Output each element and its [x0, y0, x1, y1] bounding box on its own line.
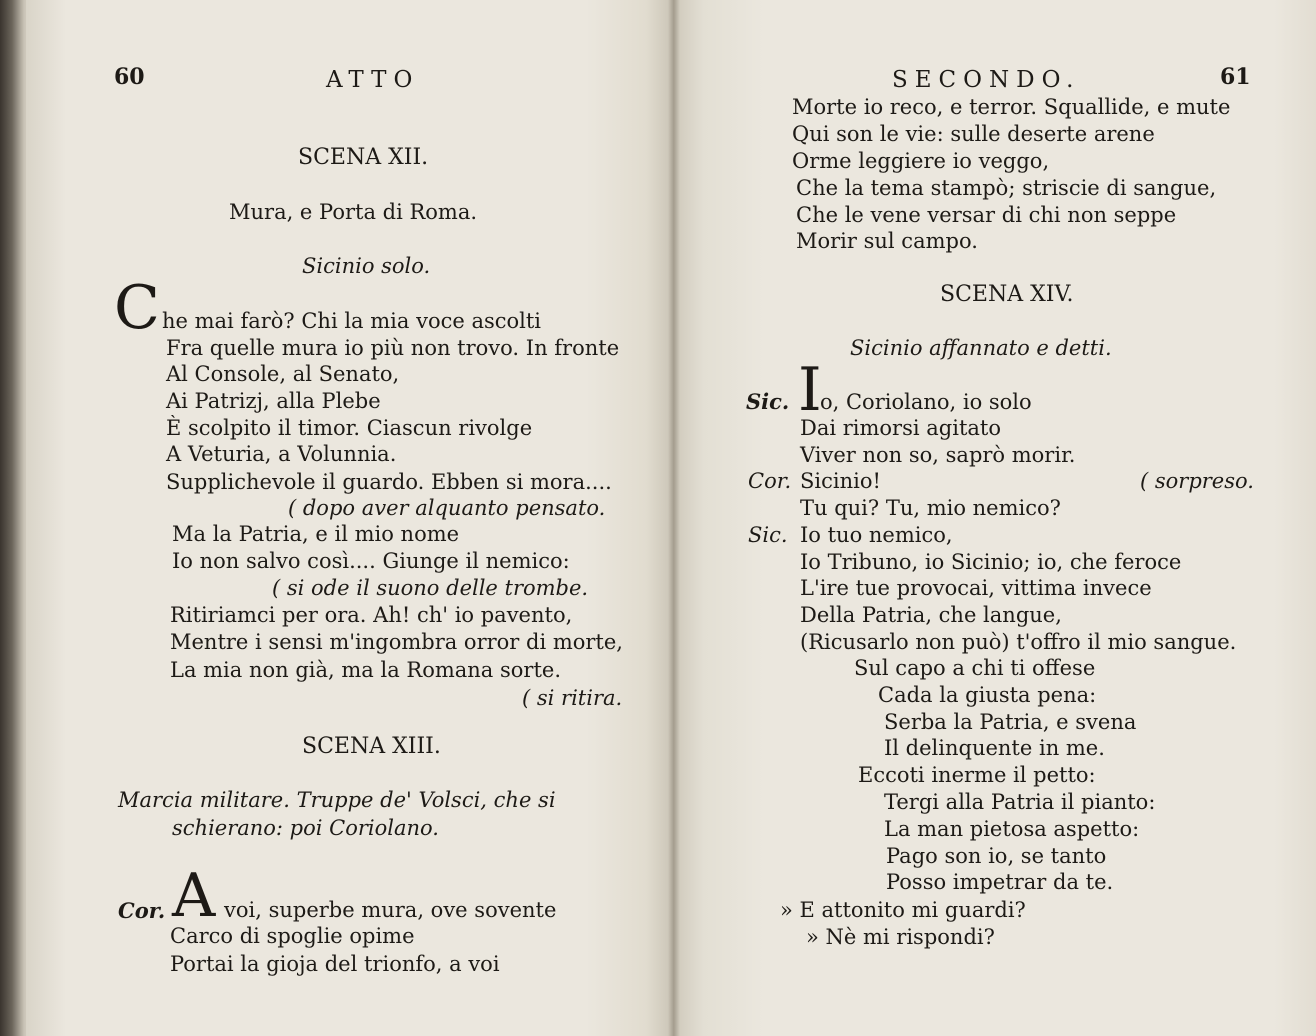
verse-line: Carco di spoglie opime: [170, 924, 415, 948]
verse-line: Io non salvo così.... Giunge il nemico:: [172, 549, 570, 573]
verse-line: Il delinquente in me.: [884, 736, 1105, 760]
speaker-sic: Sic.: [748, 523, 788, 547]
verse-line: Qui son le vie: sulle deserte arene: [792, 122, 1155, 146]
stage-direction: ( si ritira.: [522, 686, 623, 710]
verse-line: (Ricusarlo non può) t'offro il mio sangue.: [800, 630, 1237, 654]
verse-line: È scolpito il timor. Ciascun rivolge: [166, 416, 533, 440]
verse-line: Tu qui? Tu, mio nemico?: [800, 496, 1061, 520]
verse-line: Cada la giusta pena:: [878, 683, 1097, 707]
verse-line: Ai Patrizj, alla Plebe: [166, 389, 381, 413]
verse-line: Ma la Patria, e il mio nome: [172, 522, 460, 546]
verse-line: Che la tema stampò; striscie di sangue,: [796, 176, 1217, 200]
verse-line: A Veturia, a Volunnia.: [166, 442, 397, 466]
verse-line: Posso impetrar da te.: [886, 870, 1114, 894]
scene-xiii-title: SCENA XIII.: [302, 734, 441, 759]
scene-xiii-direction: Marcia militare. Truppe de' Volsci, che si: [118, 788, 556, 812]
verse-line: Dai rimorsi agitato: [800, 416, 1001, 440]
verse-line: Ritiriamci per ora. Ah! ch' io pavento,: [170, 603, 573, 627]
drop-cap-a: A: [172, 861, 216, 931]
drop-cap-c: C: [114, 273, 160, 343]
speaker-cor: Cor.: [118, 898, 166, 923]
left-page: [26, 0, 674, 1036]
drop-cap-i: I: [798, 355, 822, 425]
verse-line: Viver non so, saprò morir.: [800, 443, 1076, 467]
verse-line: La mia non già, ma la Romana sorte.: [170, 658, 561, 682]
verse-line: o, Coriolano, io solo: [820, 390, 1032, 414]
scene-xiv-characters: Sicinio affannato e detti.: [850, 336, 1112, 360]
verse-line: Eccoti inerme il petto:: [858, 763, 1096, 787]
scene-xiv-title: SCENA XIV.: [940, 282, 1074, 307]
speaker-sic: Sic.: [746, 389, 790, 414]
stage-direction: ( si ode il suono delle trombe.: [272, 576, 589, 600]
running-head-left: ATTO: [326, 67, 420, 93]
verse-line: Sicinio!: [800, 469, 881, 493]
book-gutter: [668, 0, 680, 1036]
verse-line: Serba la Patria, e svena: [884, 710, 1137, 734]
verse-line: Fra quelle mura io più non trovo. In fronte: [166, 336, 620, 360]
stage-direction: ( dopo aver alquanto pensato.: [288, 496, 606, 520]
page-number-left: 60: [114, 64, 145, 90]
scene-xiii-direction: schierano: poi Coriolano.: [172, 816, 439, 840]
running-head-right: SECONDO.: [892, 67, 1081, 93]
speaker-cor: Cor.: [748, 469, 792, 493]
verse-line: Al Console, al Senato,: [166, 362, 400, 386]
verse-line: » Nè mi rispondi?: [806, 925, 995, 949]
scene-xii-title: SCENA XII.: [298, 145, 429, 170]
verse-line: » E attonito mi guardi?: [780, 898, 1026, 922]
verse-line: he mai farò? Chi la mia voce ascolti: [162, 309, 542, 333]
verse-line: Sul capo a chi ti offese: [854, 656, 1096, 680]
scene-xii-characters: Sicinio solo.: [302, 254, 431, 278]
verse-line: Della Patria, che langue,: [800, 603, 1062, 627]
verse-line: Che le vene versar di chi non seppe: [796, 203, 1177, 227]
scene-xii-setting: Mura, e Porta di Roma.: [229, 200, 478, 224]
verse-line: Tergi alla Patria il pianto:: [884, 790, 1156, 814]
stage-direction: ( sorpreso.: [1140, 469, 1254, 493]
verse-line: Io Tribuno, io Sicinio; io, che feroce: [800, 550, 1182, 574]
verse-line: Morte io reco, e terror. Squallide, e mute: [792, 95, 1231, 119]
verse-line: Mentre i sensi m'ingombra orror di morte,: [170, 630, 623, 654]
verse-line: Io tuo nemico,: [800, 523, 953, 547]
verse-line: Pago son io, se tanto: [886, 844, 1107, 868]
verse-line: La man pietosa aspetto:: [884, 817, 1140, 841]
page-number-right: 61: [1220, 64, 1251, 90]
verse-line: Supplichevole il guardo. Ebben si mora....: [166, 470, 612, 494]
right-page: [674, 0, 1316, 1036]
verse-line: Portai la gioja del trionfo, a voi: [170, 952, 500, 976]
verse-line: voi, superbe mura, ove sovente: [224, 898, 557, 922]
verse-line: Orme leggiere io veggo,: [792, 149, 1050, 173]
verse-line: L'ire tue provocai, vittima invece: [800, 576, 1152, 600]
verse-line: Morir sul campo.: [796, 229, 978, 253]
